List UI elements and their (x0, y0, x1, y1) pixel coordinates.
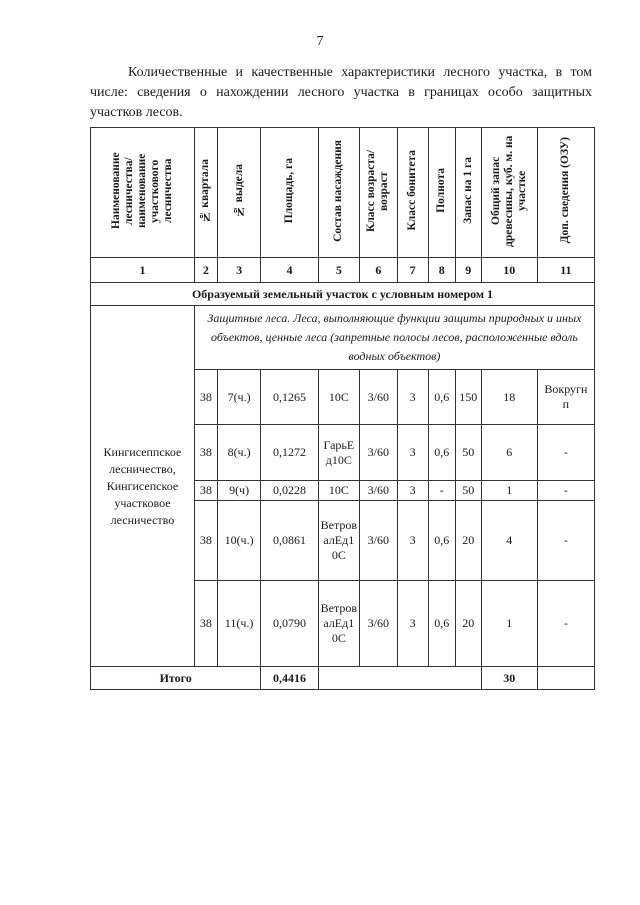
header-kvartal: № квартала (194, 128, 217, 258)
stock-per-ha-cell: 50 (455, 481, 481, 501)
header-polnota: Полнота (428, 128, 455, 258)
vydel-cell: 11(ч.) (217, 581, 261, 667)
composition-cell: ВетровалЕд10С (318, 501, 360, 581)
total-row (91, 667, 595, 690)
stock-per-ha-cell: 50 (455, 425, 481, 481)
total-empty-cell (537, 667, 594, 690)
section-title: Образуемый земельный участок с условным номером 1 (91, 283, 595, 306)
area-cell: 0,0228 (261, 481, 318, 501)
header-stock-per-ha: Запас на 1 га (455, 128, 481, 258)
kvartal-cell: 38 (194, 481, 217, 501)
area-cell: 0,0790 (261, 581, 318, 667)
column-number: 7 (397, 258, 428, 283)
total-empty-cell (318, 667, 481, 690)
header-bonitet: Класс бонитета (397, 128, 428, 258)
column-number: 3 (217, 258, 261, 283)
page-number: 7 (316, 34, 324, 49)
bonitet-cell: 3 (397, 581, 428, 667)
header-forestry: Наименование лесничества/ наименование участкового лесничества (91, 128, 195, 258)
additional-info-cell: - (537, 581, 594, 667)
area-cell: 0,1265 (261, 370, 318, 425)
age-cell: 3/60 (360, 425, 397, 481)
additional-info-cell: - (537, 425, 594, 481)
stock-per-ha-cell: 150 (455, 370, 481, 425)
kvartal-cell: 38 (194, 370, 217, 425)
section-row (91, 283, 595, 306)
composition-cell: ГарьЕд10С (318, 425, 360, 481)
additional-info-cell: Вокругнп (537, 370, 594, 425)
total-stock: 30 (481, 667, 537, 690)
stock-per-ha-cell: 20 (455, 581, 481, 667)
age-cell: 3/60 (360, 581, 397, 667)
age-cell: 3/60 (360, 481, 397, 501)
polnota-cell: 0,6 (428, 425, 455, 481)
column-number: 2 (194, 258, 217, 283)
intro-paragraph: Количественные и качественные характеристики лесного участка, в том числе: сведения о нахождении лесного участка в границах особо защитных участков лесов. (90, 65, 592, 120)
total-stock-cell: 4 (481, 501, 537, 581)
composition-cell: 10С (318, 481, 360, 501)
column-number: 11 (537, 258, 594, 283)
category-row (91, 306, 595, 370)
header-total-stock: Общий запас древесины, куб. м. на участке (481, 128, 537, 258)
additional-info-cell: - (537, 481, 594, 501)
column-number: 9 (455, 258, 481, 283)
additional-info-cell: - (537, 501, 594, 581)
column-number: 6 (360, 258, 397, 283)
polnota-cell: 0,6 (428, 501, 455, 581)
bonitet-cell: 3 (397, 425, 428, 481)
vydel-cell: 9(ч) (217, 481, 261, 501)
header-area: Площадь, га (261, 128, 318, 258)
kvartal-cell: 38 (194, 501, 217, 581)
polnota-cell: 0,6 (428, 581, 455, 667)
column-number: 10 (481, 258, 537, 283)
total-label: Итого (91, 667, 261, 690)
header-age-class: Класс возраста/возраст (360, 128, 397, 258)
vydel-cell: 8(ч.) (217, 425, 261, 481)
column-number: 5 (318, 258, 360, 283)
header-composition: Состав насаждения (318, 128, 360, 258)
header-row (91, 128, 595, 258)
polnota-cell: - (428, 481, 455, 501)
bonitet-cell: 3 (397, 370, 428, 425)
vydel-cell: 10(ч.) (217, 501, 261, 581)
total-stock-cell: 6 (481, 425, 537, 481)
column-number: 8 (428, 258, 455, 283)
column-number: 1 (91, 258, 195, 283)
composition-cell: ВетровалЕд10С (318, 581, 360, 667)
column-number: 4 (261, 258, 318, 283)
total-stock-cell: 1 (481, 481, 537, 501)
protection-category: Защитные леса. Леса, выполняющие функции защиты природных и иных объектов, ценные леса (запретные полосы лесов, расположенные вдоль водных объектов) (194, 306, 594, 370)
header-additional-info: Доп. сведения (ОЗУ) (537, 128, 594, 258)
kvartal-cell: 38 (194, 581, 217, 667)
bonitet-cell: 3 (397, 481, 428, 501)
header-vydel: № выдела (217, 128, 261, 258)
age-cell: 3/60 (360, 501, 397, 581)
vydel-cell: 7(ч.) (217, 370, 261, 425)
area-cell: 0,0861 (261, 501, 318, 581)
total-stock-cell: 1 (481, 581, 537, 667)
column-number-row (91, 258, 595, 283)
forestry-name-cell: Кингисеппское лесничество, Кингисепское участковое лесничество (91, 306, 195, 667)
area-cell: 0,1272 (261, 425, 318, 481)
forest-characteristics-table (90, 127, 595, 690)
total-stock-cell: 18 (481, 370, 537, 425)
bonitet-cell: 3 (397, 501, 428, 581)
stock-per-ha-cell: 20 (455, 501, 481, 581)
age-cell: 3/60 (360, 370, 397, 425)
composition-cell: 10С (318, 370, 360, 425)
total-area: 0,4416 (261, 667, 318, 690)
polnota-cell: 0,6 (428, 370, 455, 425)
kvartal-cell: 38 (194, 425, 217, 481)
